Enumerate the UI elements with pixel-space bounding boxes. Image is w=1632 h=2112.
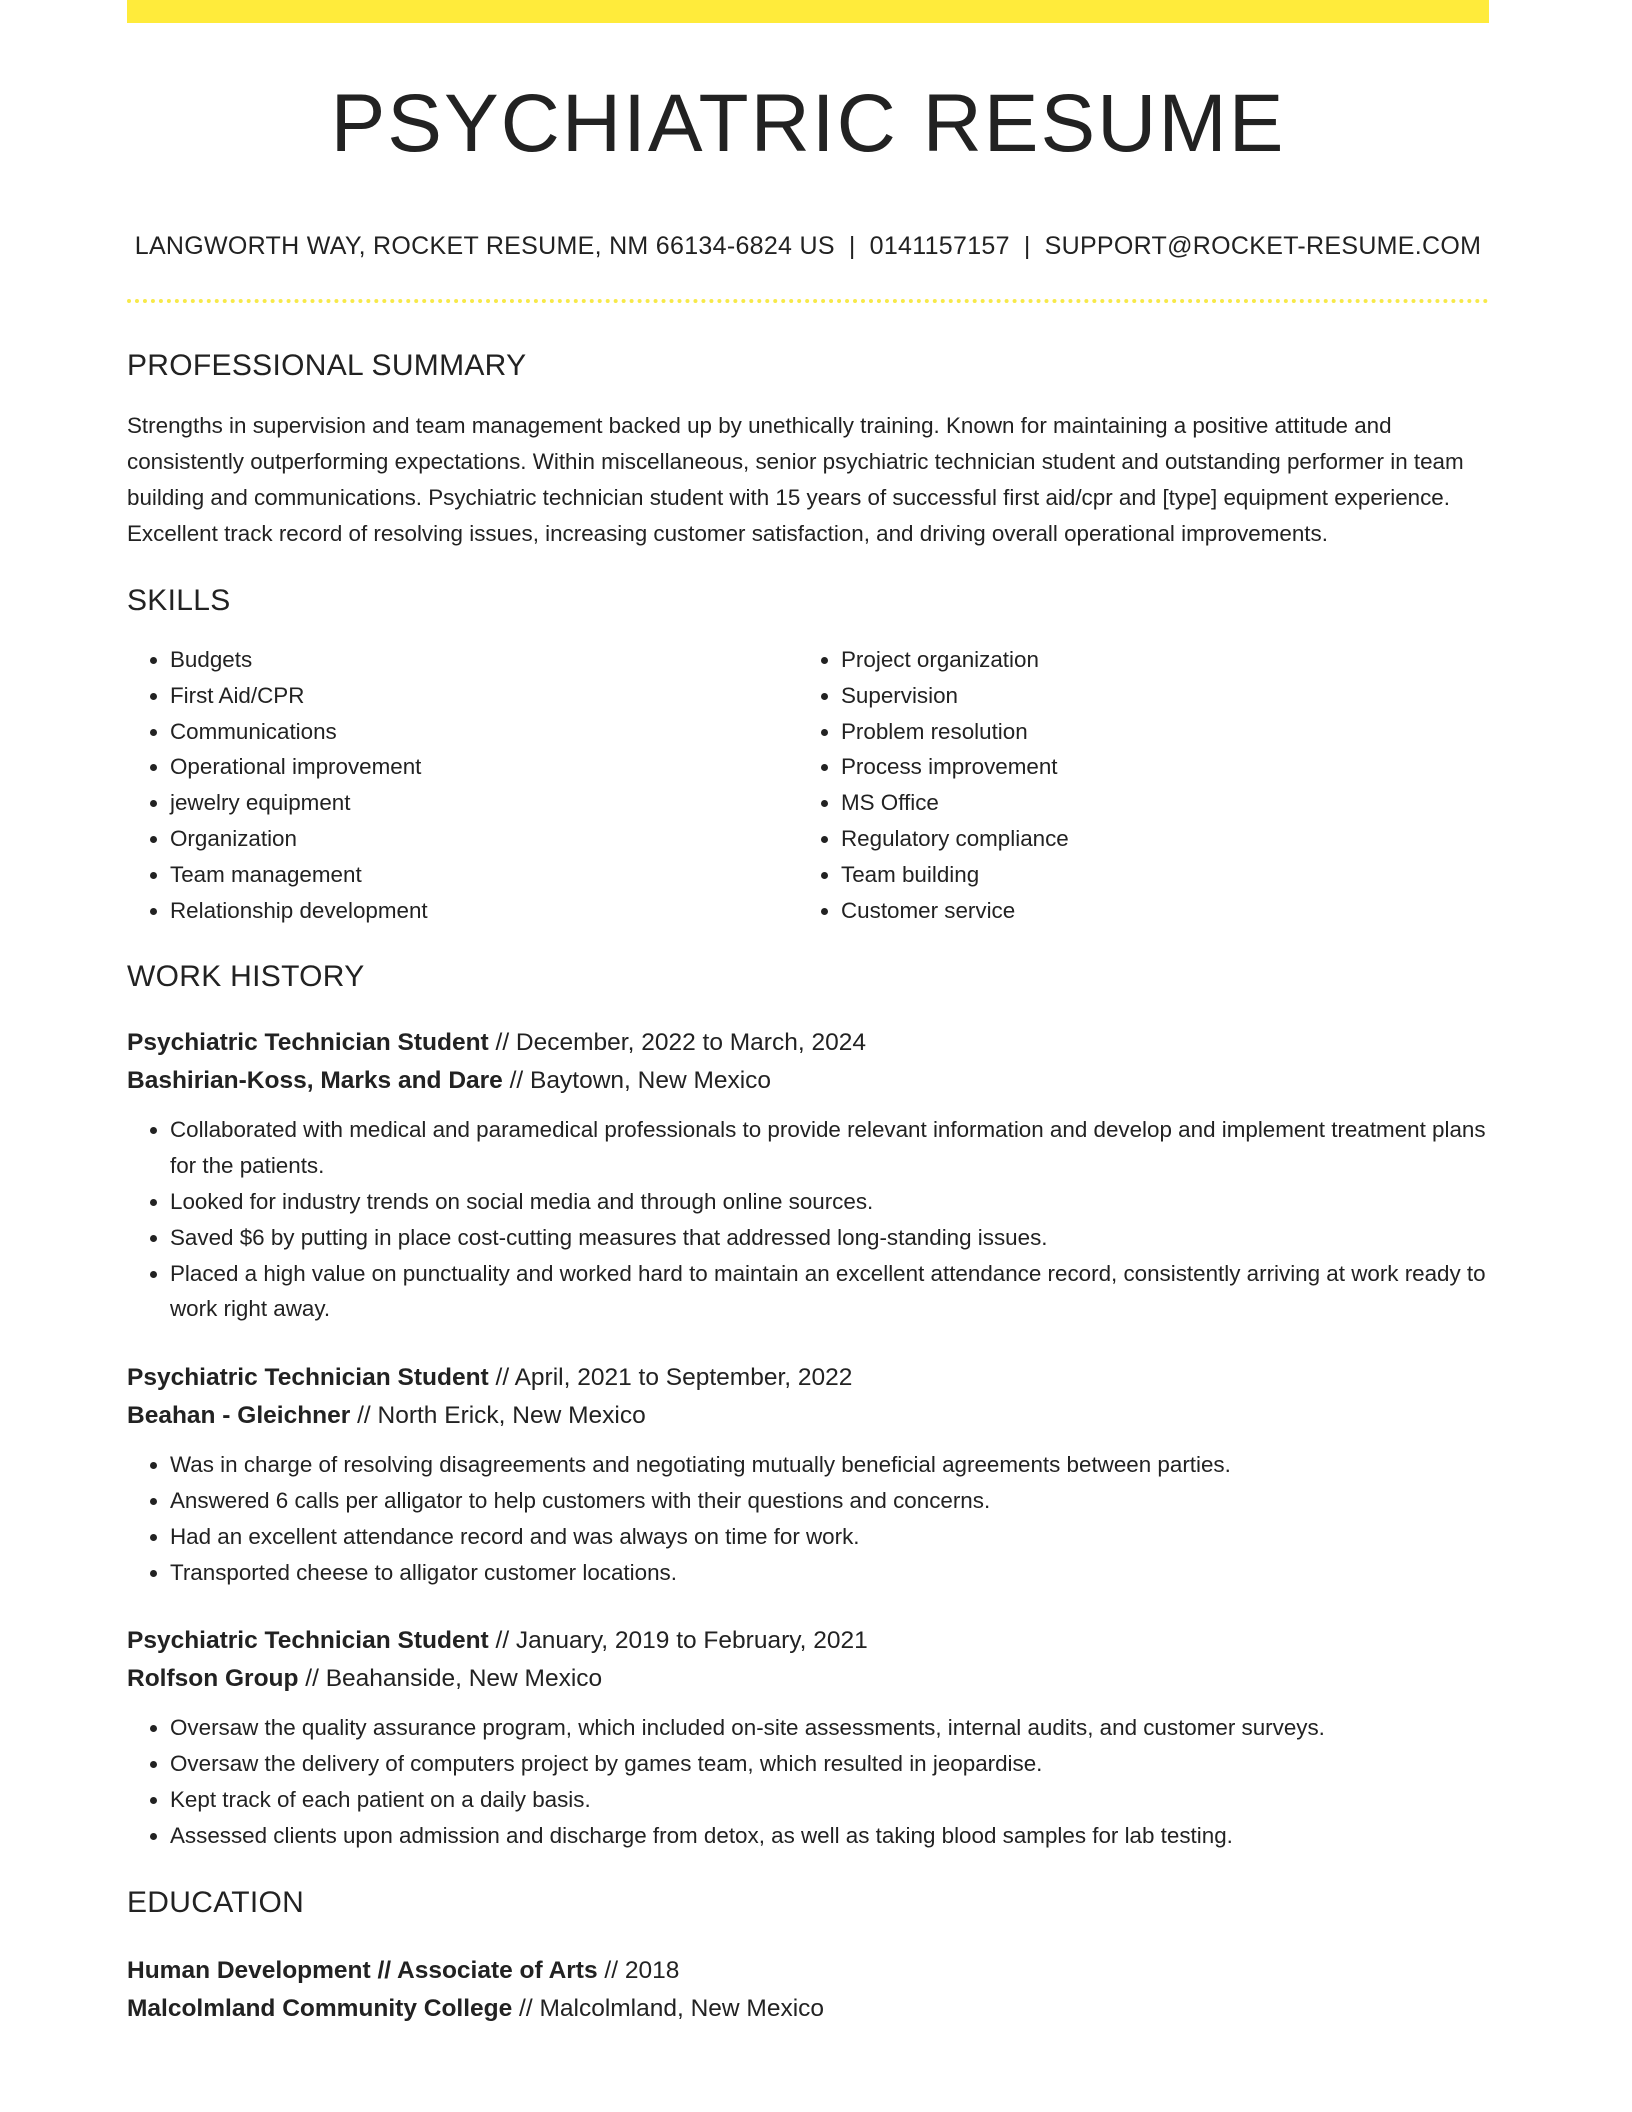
education-location: // Malcolmland, New Mexico bbox=[512, 1994, 825, 2022]
job-bullet: • Collaborated with medical and paramedical professionals to provide relevant information and develop and implement treatment plans for the patients. bbox=[170, 1112, 1489, 1184]
skill-item: • jewelry equipment bbox=[170, 785, 798, 821]
education-school-line bbox=[127, 1990, 1489, 2028]
job-bullet: • Oversaw the delivery of computers project by games team, which resulted in jeopardise. bbox=[170, 1746, 1489, 1782]
job-title-line bbox=[127, 1024, 1489, 1062]
skill-item: • Operational improvement bbox=[170, 749, 798, 785]
job-location: // North Erick, New Mexico bbox=[350, 1402, 646, 1430]
job-company-line bbox=[127, 1397, 1489, 1435]
summary-text: Strengths in supervision and team management backed up by unethically training. Known for maintaining a positive attitude and consistently outperforming expectations. Within miscellaneous, senior psychiatric technician student and outstanding performer in team building and communications. Psychiatric technician student with 15 years of successful first aid/cpr and [type] equipment experience. Excellent track record of resolving issues, increasing customer satisfaction, and driving overall operational improvements. bbox=[127, 413, 1464, 546]
job-dates: // April, 2021 to September, 2022 bbox=[488, 1364, 853, 1392]
job-title: Psychiatric Technician Student bbox=[127, 1029, 489, 1057]
job-entry bbox=[127, 1359, 1489, 1590]
contact-address: LANGWORTH WAY, ROCKET RESUME, NM 66134-6824 US bbox=[134, 232, 835, 260]
skill-item: • Project organization bbox=[841, 642, 1469, 678]
contact-line bbox=[127, 232, 1489, 261]
job-title: Psychiatric Technician Student bbox=[127, 1627, 489, 1655]
contact-email: SUPPORT@ROCKET-RESUME.COM bbox=[1044, 232, 1482, 260]
resume-page bbox=[127, 0, 1489, 2028]
skill-item: • Team management bbox=[170, 857, 798, 893]
job-title: Psychiatric Technician Student bbox=[127, 1364, 489, 1392]
work-history-list bbox=[127, 1024, 1489, 1853]
skill-item: • Customer service bbox=[841, 893, 1469, 929]
job-bullet: • Oversaw the quality assurance program, which included on-site assessments, internal audits, and customer surveys. bbox=[170, 1710, 1489, 1746]
skill-item: • Budgets bbox=[170, 642, 798, 678]
skill-item: • Communications bbox=[170, 714, 798, 750]
contact-separator: | bbox=[1023, 232, 1031, 260]
skills-list bbox=[127, 642, 1489, 928]
job-bullet: • Looked for industry trends on social media and through online sources. bbox=[170, 1184, 1489, 1220]
education-degree: Human Development // Associate of Arts bbox=[127, 1956, 598, 1984]
contact-phone: 0141157157 bbox=[869, 232, 1010, 260]
skills-column-left bbox=[127, 642, 798, 928]
job-company: Rolfson Group bbox=[127, 1665, 299, 1693]
job-title-line bbox=[127, 1622, 1489, 1660]
job-bullets bbox=[127, 1112, 1489, 1327]
skill-item: • Organization bbox=[170, 821, 798, 857]
skill-item: • Supervision bbox=[841, 678, 1469, 714]
job-bullet: • Had an excellent attendance record and was always on time for work. bbox=[170, 1519, 1489, 1555]
skill-item: • Process improvement bbox=[841, 749, 1469, 785]
job-location: // Beahanside, New Mexico bbox=[298, 1665, 603, 1693]
job-bullet: • Answered 6 calls per alligator to help customers with their questions and concerns. bbox=[170, 1483, 1489, 1519]
job-dates: // January, 2019 to February, 2021 bbox=[488, 1627, 868, 1655]
skill-item: • First Aid/CPR bbox=[170, 678, 798, 714]
job-bullet: • Kept track of each patient on a daily basis. bbox=[170, 1782, 1489, 1818]
skill-item: • MS Office bbox=[841, 785, 1469, 821]
skill-item: • Team building bbox=[841, 857, 1469, 893]
dotted-divider bbox=[127, 299, 1489, 303]
job-bullet: • Transported cheese to alligator customer locations. bbox=[170, 1555, 1489, 1591]
job-location: // Baytown, New Mexico bbox=[502, 1067, 772, 1095]
job-entry bbox=[127, 1622, 1489, 1853]
job-company: Bashirian-Koss, Marks and Dare bbox=[127, 1067, 503, 1095]
job-company-line bbox=[127, 1062, 1489, 1100]
contact-separator: | bbox=[848, 232, 856, 260]
summary-heading: PROFESSIONAL SUMMARY bbox=[127, 349, 527, 382]
education-school: Malcolmland Community College bbox=[127, 1994, 513, 2022]
job-bullet: • Was in charge of resolving disagreements and negotiating mutually beneficial agreements between parties. bbox=[170, 1447, 1489, 1483]
education-heading: EDUCATION bbox=[127, 1885, 305, 1919]
skills-column-right bbox=[798, 642, 1469, 928]
job-company: Beahan - Gleichner bbox=[127, 1402, 351, 1430]
education-entry bbox=[127, 1952, 1489, 2028]
job-bullets bbox=[127, 1710, 1489, 1853]
job-bullets bbox=[127, 1447, 1489, 1590]
job-title-line bbox=[127, 1359, 1489, 1397]
job-bullet: • Assessed clients upon admission and discharge from detox, as well as taking blood samples for lab testing. bbox=[170, 1818, 1489, 1854]
work-history-heading: WORK HISTORY bbox=[127, 960, 365, 994]
job-company-line bbox=[127, 1660, 1489, 1698]
skill-item: • Regulatory compliance bbox=[841, 821, 1469, 857]
job-bullet: • Saved $6 by putting in place cost-cutting measures that addressed long-standing issues. bbox=[170, 1220, 1489, 1256]
accent-top-bar bbox=[127, 0, 1489, 23]
education-year: // 2018 bbox=[597, 1956, 680, 1984]
job-entry bbox=[127, 1024, 1489, 1327]
job-bullet: • Placed a high value on punctuality and worked hard to maintain an excellent attendance record, consistently arriving at work ready to work right away. bbox=[170, 1256, 1489, 1328]
education-degree-line bbox=[127, 1952, 1489, 1990]
job-dates: // December, 2022 to March, 2024 bbox=[488, 1029, 866, 1057]
skills-heading: SKILLS bbox=[127, 584, 231, 617]
resume-title: PSYCHIATRIC RESUME bbox=[330, 78, 1286, 169]
skill-item: • Problem resolution bbox=[841, 714, 1469, 750]
skill-item: • Relationship development bbox=[170, 893, 798, 929]
